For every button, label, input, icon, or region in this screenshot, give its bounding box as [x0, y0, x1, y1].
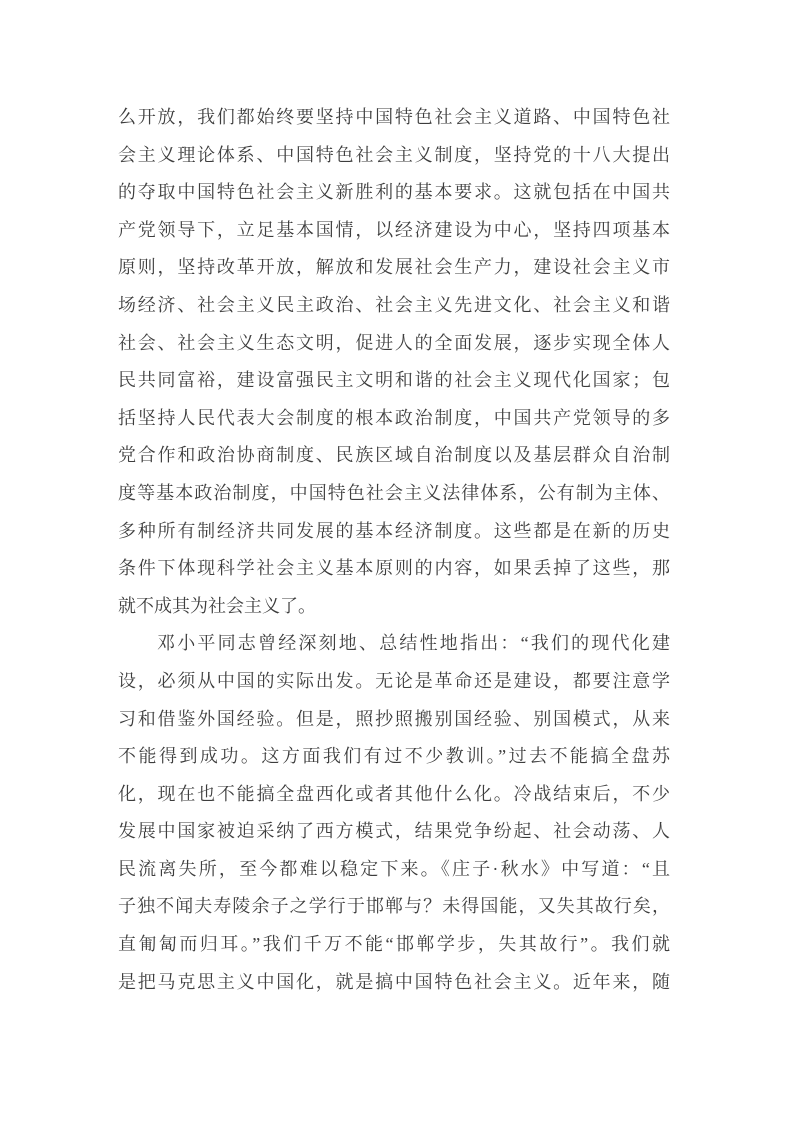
text-line: 发展中国家被迫采纳了西方模式，结果党争纷起、社会动荡、人 [118, 821, 670, 842]
text-line: 是把马克思主义中国化，就是搞中国特色社会主义。近年来，随 [118, 971, 670, 992]
text-line: 民共同富裕，建设富强民主文明和谐的社会主义现代化国家；包 [118, 370, 670, 391]
text-line: 党合作和政治协商制度、民族区域自治制度以及基层群众自治制 [118, 445, 670, 466]
text-line: 多种所有制经济共同发展的基本经济制度。这些都是在新的历史 [118, 520, 670, 541]
text-line: 邓小平同志曾经深刻地、总结性地指出：“我们的现代化建 [157, 633, 670, 654]
text-line: 子独不闻夫寿陵余子之学行于邯郸与？未得国能，又失其故行矣， [118, 896, 670, 917]
text-line: 会主义理论体系、中国特色社会主义制度，坚持党的十八大提出 [118, 144, 670, 165]
text-line: 条件下体现科学社会主义基本原则的内容，如果丢掉了这些，那 [118, 558, 670, 579]
text-line: 化，现在也不能搞全盘西化或者其他什么化。冷战结束后，不少 [118, 783, 670, 804]
text-line: 场经济、社会主义民主政治、社会主义先进文化、社会主义和谐 [118, 294, 670, 315]
text-line: 就不成其为社会主义了。 [118, 595, 316, 616]
text-line: 民流离失所，至今都难以稳定下来。《庄子·秋水》中写道：“且 [118, 858, 670, 879]
text-line: 的夺取中国特色社会主义新胜利的基本要求。这就包括在中国共 [118, 182, 670, 203]
text-line: 习和借鉴外国经验。但是，照抄照搬别国经验、别国模式，从来 [118, 708, 670, 729]
text-line: 设，必须从中国的实际出发。无论是革命还是建设，都要注意学 [118, 670, 670, 691]
text-line: 不能得到成功。这方面我们有过不少教训。”过去不能搞全盘苏 [118, 746, 670, 767]
text-line: 产党领导下，立足基本国情，以经济建设为中心，坚持四项基本 [118, 219, 670, 240]
text-line: 直匍匐而归耳。”我们千万不能“邯郸学步，失其故行”。我们就 [118, 934, 670, 955]
text-line: 度等基本政治制度，中国特色社会主义法律体系，公有制为主体、 [118, 482, 670, 503]
text-line: 括坚持人民代表大会制度的根本政治制度，中国共产党领导的多 [118, 407, 670, 428]
text-line: 么开放，我们都始终要坚持中国特色社会主义道路、中国特色社 [118, 107, 670, 127]
body-text [118, 99, 670, 1001]
text-line: 社会、社会主义生态文明，促进人的全面发展，逐步实现全体人 [118, 332, 670, 353]
text-line: 原则，坚持改革开放，解放和发展社会生产力，建设社会主义市 [118, 257, 670, 278]
